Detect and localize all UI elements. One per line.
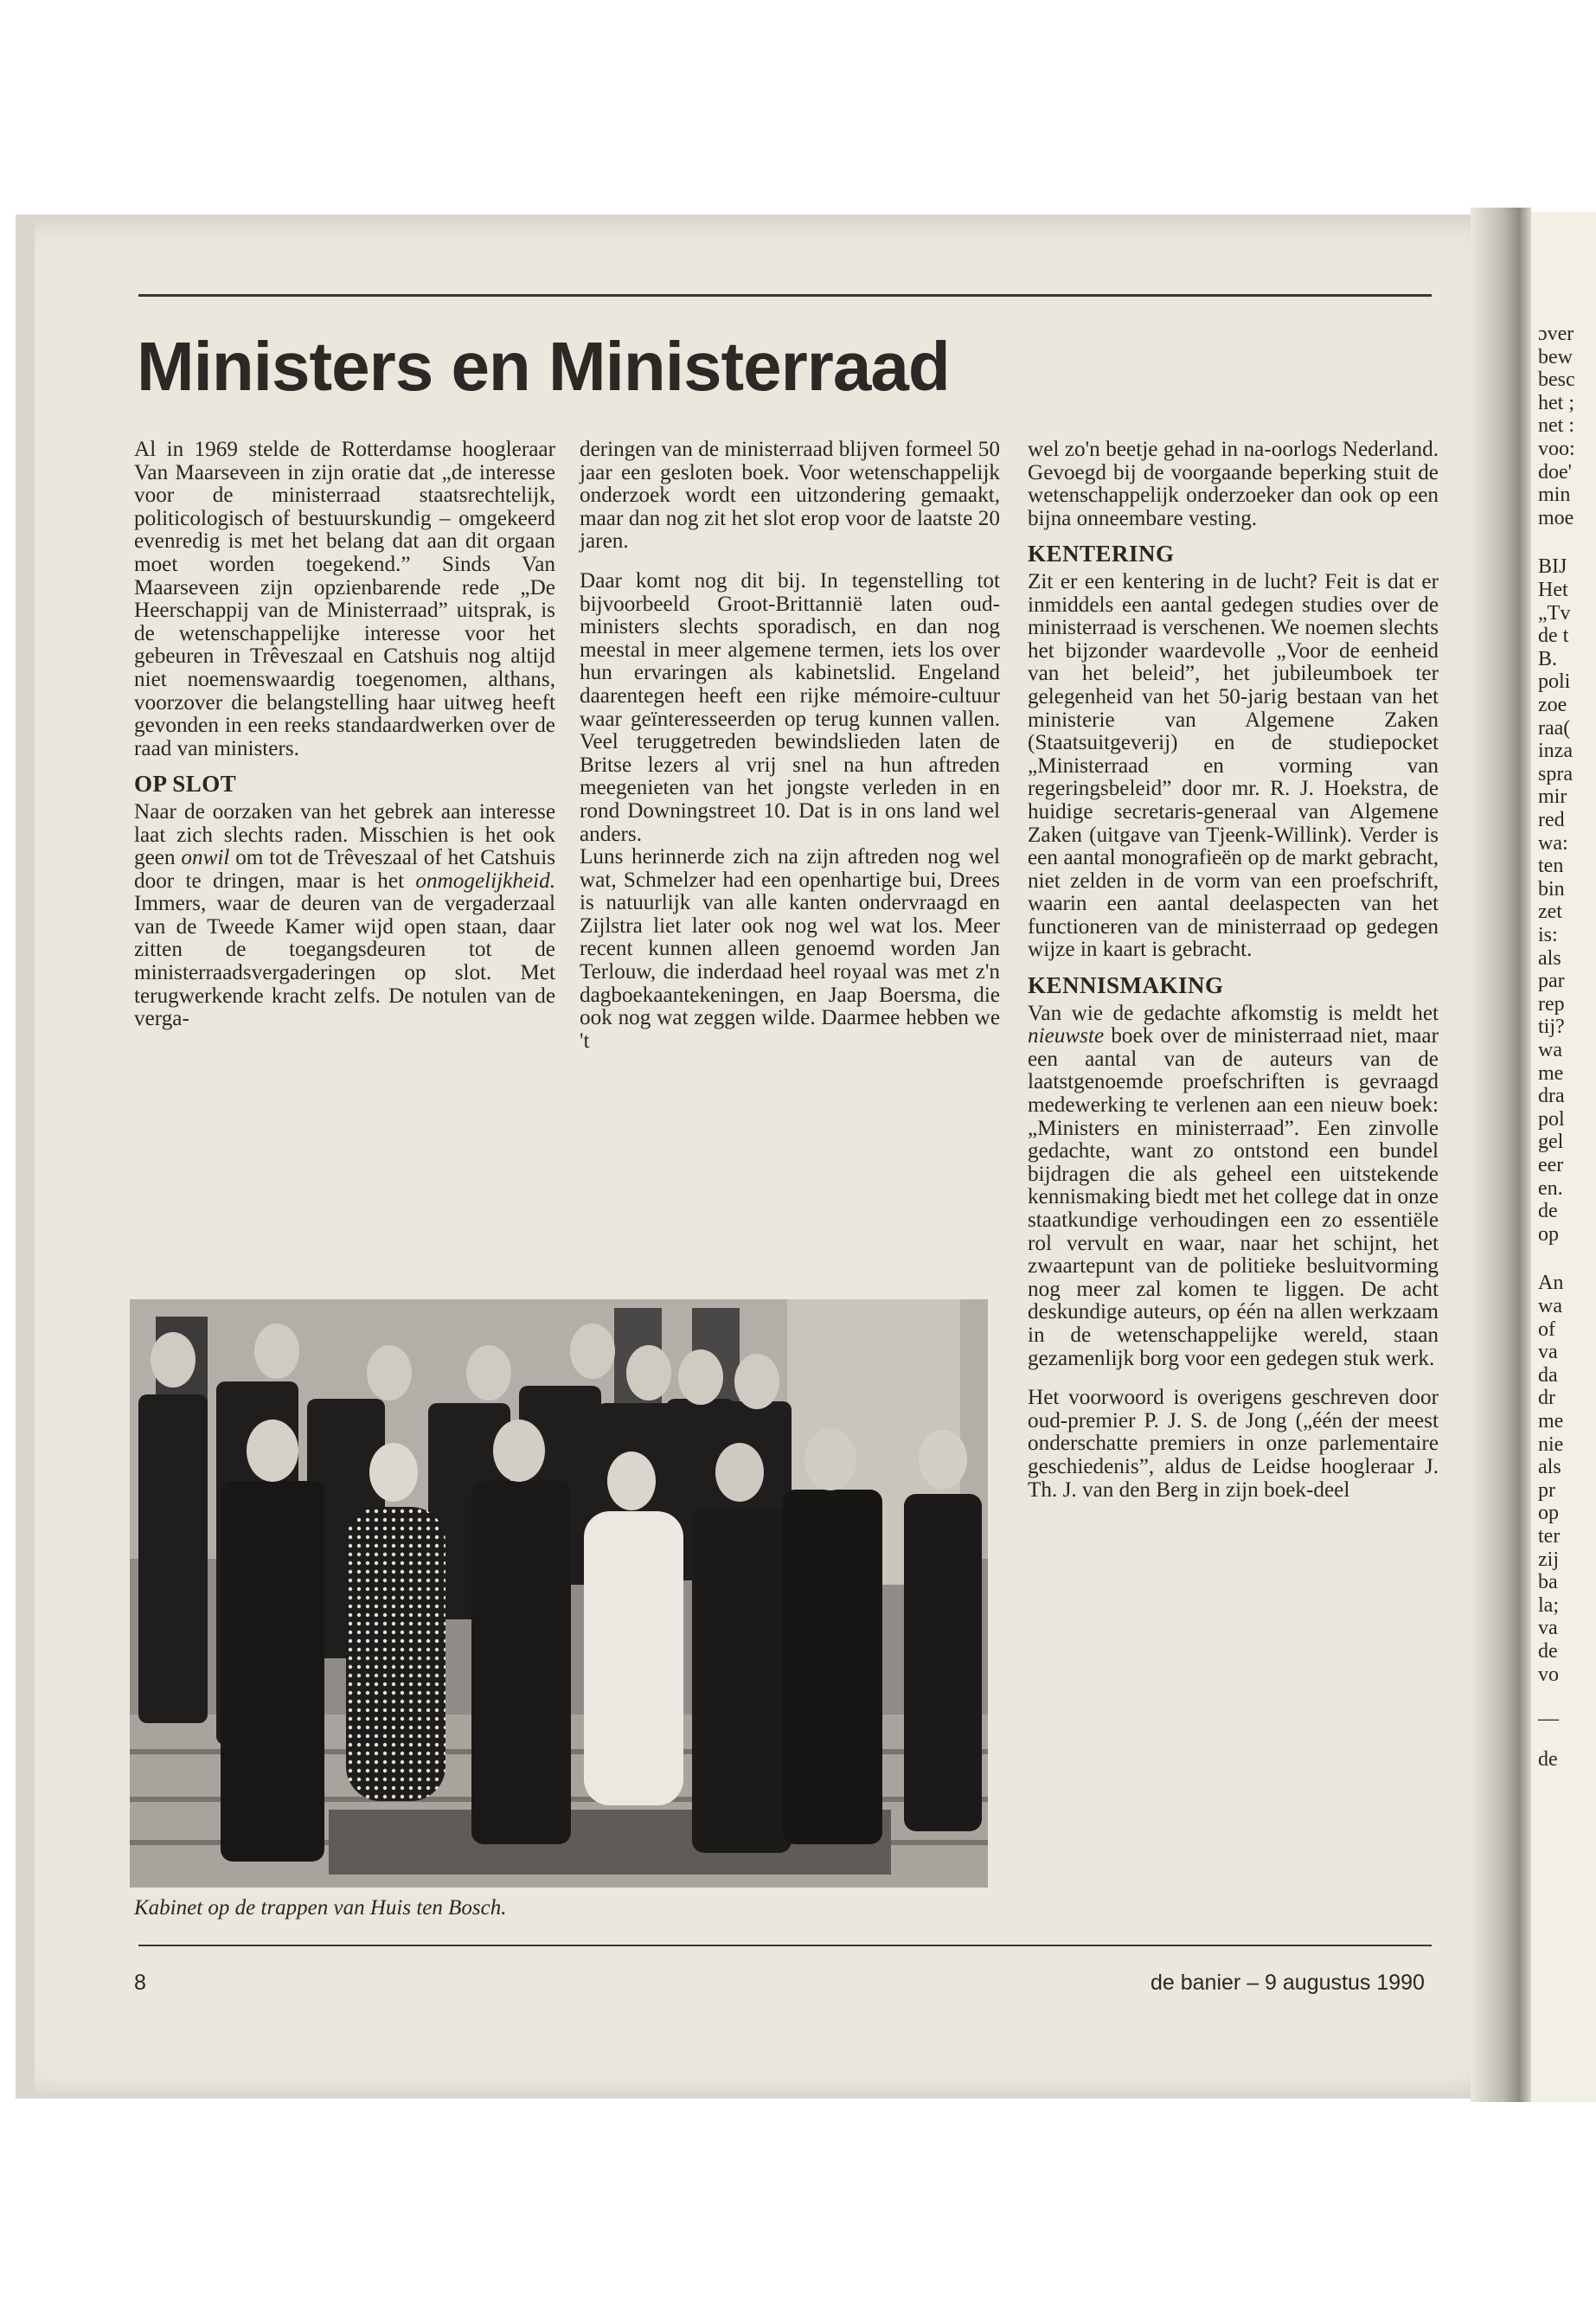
paragraph-kennismaking: Van wie de gedachte afkomstig is meldt het nieuwste boek over de ministerraad niet, maar een aantal van de auteurs van de laatstgenoemde proefschriften is gevraagd medewerking te verlenen aan een nieuw boek: „Ministers en ministerraad”. Een zinvolle gedachte, want zo ontstond een bundel bijdragen die als geheel een uitstekende kennismaking biedt met het college dat in onze staatkundige verhoudingen een zo essentiële rol vervult en waar, naar het schijnt, het zwaartepunt van de politieke besluitvorming nog meer zal komen te liggen. De acht deskundige auteurs, op één na allen werkzaam in de wetenschappelijke wereld, staan gezamenlijk borg voor een gedegen stuk werk. — [1028, 1001, 1439, 1370]
next-page-fragment: de — [1538, 1640, 1558, 1663]
next-page-fragment: — — [1538, 1708, 1559, 1731]
next-page-fragment: pol — [1538, 1107, 1565, 1131]
next-page-fragment: „Tv — [1538, 601, 1571, 625]
next-page-fragment: min — [1538, 484, 1571, 507]
bottom-rule — [138, 1945, 1432, 1946]
next-page-fragment: als — [1538, 1456, 1561, 1479]
next-page-fragment: B. — [1538, 647, 1558, 670]
next-page-fragment: raa( — [1538, 716, 1571, 740]
paragraph-memoires: Daar komt nog dit bij. In tegenstelling tot bijvoorbeeld Groot-Brittannië laten oud-ministers slechts sporadisch, en dan nog meestal in meer algemene termen, iets los over hun ervaringen als kabinetslid. Engeland daarentegen heeft een rijke mémoire-cultuur waar geïnteresseerden op terug kunnen vallen. Veel teruggetreden bewindslieden laten de Britse lezers al vrij snel na hun aftreden meegenieten van het jongste verleden in en rond Downingstreet 10. Dat is in ons land wel anders. — [580, 568, 1000, 846]
paragraph-vesting: wel zo'n beetje gehad in na-oorlogs Nederland. Gevoegd bij de voorgaande beperking stuit de wetenschappelijk onderzoeker dan ook op een bijna onneembare vesting. — [1028, 438, 1439, 530]
next-page-fragment: en. — [1538, 1176, 1563, 1200]
next-page-fragment: An — [1538, 1272, 1564, 1295]
next-page-fragment: dra — [1538, 1085, 1565, 1108]
cabinet-photo-illustration — [130, 1299, 988, 1888]
next-page-fragment: me — [1538, 1061, 1564, 1085]
next-page-fragment: of — [1538, 1317, 1555, 1341]
next-page-fragment: par — [1538, 970, 1565, 993]
next-page-fragment: gel — [1538, 1131, 1564, 1154]
next-page-fragment: zij — [1538, 1548, 1559, 1571]
next-page-fragment: va — [1538, 1617, 1558, 1640]
column-2 — [580, 439, 1000, 1053]
next-page-fragment: wa: — [1538, 831, 1568, 855]
heading-op-slot: OP SLOT — [134, 771, 237, 798]
issue-footer: de banier – 9 augustus 1990 — [1151, 1971, 1425, 1995]
page-number: 8 — [134, 1971, 146, 1995]
next-page-fragment: de t — [1538, 625, 1569, 648]
next-page-fragment: nie — [1538, 1433, 1564, 1456]
next-page-fragment: doe' — [1538, 460, 1572, 484]
photo-caption: Kabinet op de trappen van Huis ten Bosch. — [134, 1896, 507, 1920]
next-page-fragment: ba — [1538, 1571, 1558, 1594]
heading-kentering: KENTERING — [1028, 541, 1175, 567]
next-page-fragment: is: — [1538, 924, 1558, 946]
next-page-fragment: ter — [1538, 1525, 1561, 1548]
next-page-fragment: me — [1538, 1410, 1564, 1433]
next-page-fragment: wa — [1538, 1039, 1562, 1061]
article-title: Ministers en Ministerraad — [137, 328, 950, 405]
next-page-fragment: net : — [1538, 414, 1574, 438]
paragraph-notulen: deringen van de ministerraad blijven formeel 50 jaar een gesloten boek. Voor wetenschappelijk onderzoek wordt een uitzondering gemaakt, maar dan nog zit het slot erop voor de laatste 20 jaren. — [580, 438, 1000, 554]
paragraph-kentering: Zit er een kentering in de lucht? Feit is dat er inmiddels een aantal gedegen studies over de ministerraad is verschenen. We noemen slechts het bijzonder waardevolle „Voor de eenheid van het beleid”, het jubileumboek ter gelegenheid van het 50-jarig bestaan van het ministerie van Algemene Zaken (Staatsuitgeverij) en de studiepocket „Ministerraad en vorming van regeringsbeleid” door mr. R. J. Hoekstra, de huidige secretaris-generaal van Algemene Zaken (uitgave van Tjeenk-Willink). Verder is een aantal monografieën op de markt gebracht, niet zelden in de vorm van een proefschrift, waarin een aantal deelaspecten van het functioneren van de ministerraad op gedegen wijze in kaart is gebracht. — [1028, 569, 1439, 962]
next-page-fragment: la; — [1538, 1593, 1559, 1617]
paragraph-luns: Luns herinnerde zich na zijn aftreden nog wel wat, Schmelzer had een openhartige bui, Drees is natuurlijk van alle kanten ondervraagd en Zijlstra liet later ook nog wel wat los. Meer recent kunnen alleen genoemd worden Jan Terlouw, die inderdaad heel royaal was met z'n dagboekaantekeningen, en Jaap Boersma, die ook nog wat zeggen wilde. Daarmee hebben we 't — [580, 845, 1000, 1053]
next-page-fragment: op — [1538, 1502, 1559, 1525]
column-3 — [1028, 439, 1439, 1502]
next-page-fragment: mir — [1538, 785, 1567, 809]
paragraph-op-slot: Naar de oorzaken van het gebrek aan interesse laat zich slechts raden. Misschien is het ook geen onwil om tot de Trêveszaal of het Catshuis door te dringen, maar is het onmogelijkheid. Immers, waar de deuren van de vergaderzaal van de Tweede Kamer wijd open staan, daar zitten de toegangsdeuren tot de ministerraadsvergaderingen op slot. Met terugwerkende kracht zelfs. De notulen van de verga- — [134, 799, 556, 1031]
paragraph-voorwoord: Het voorwoord is overigens geschreven door oud-premier P. J. S. de Jong („één der meest onderschatte premiers in onze parlementaire geschiedenis”, aldus de Leidse hoogleraar J. Th. J. van den Berg in zijn boek-deel — [1028, 1386, 1439, 1502]
column-1 — [134, 439, 555, 1031]
next-page-fragment: bin — [1538, 877, 1565, 901]
top-rule — [138, 294, 1432, 297]
next-page-fragment: bew — [1538, 345, 1573, 369]
next-page-fragment: besc — [1538, 369, 1575, 392]
next-page-fragment: ɔver — [1538, 323, 1574, 345]
next-page-fragment: tij? — [1538, 1016, 1565, 1039]
next-page-fragment: inza — [1538, 740, 1573, 763]
cabinet-photo — [130, 1299, 988, 1888]
next-page-fragment: zoe — [1538, 694, 1567, 716]
next-page-fragment: rep — [1538, 992, 1565, 1016]
next-page-fragment: moe — [1538, 506, 1574, 529]
next-page-fragment: ten — [1538, 855, 1564, 878]
heading-kennismaking: KENNISMAKING — [1028, 972, 1224, 999]
next-page-fragment: vo — [1538, 1663, 1559, 1686]
next-page-fragment: als — [1538, 946, 1561, 970]
next-page-fragment: het ; — [1538, 391, 1574, 414]
next-page-fragment: voo: — [1538, 438, 1575, 460]
next-page-fragment: de — [1538, 1747, 1558, 1771]
next-page-fragment: eer — [1538, 1154, 1564, 1176]
next-page-fragment: dr — [1538, 1387, 1555, 1410]
next-page-fragment: Het — [1538, 579, 1568, 601]
next-page-fragment: op — [1538, 1222, 1559, 1246]
next-page-fragment: da — [1538, 1363, 1558, 1387]
next-page-fragment: spra — [1538, 762, 1573, 785]
paragraph-intro: Al in 1969 stelde de Rotterdamse hoogleraar Van Maarseveen in zijn oratie dat „de interesse voor de ministerraad staatsrechtelijk, politicologisch of bestuurskundig – omgekeerd evenredig is met het belang dat aan dit orgaan moet worden toegekend.” Sinds Van Maarseveen zijn opzienbarende rede „De Heerschappij van de Ministerraad” uitsprak, is de wetenschappelijke interesse voor het gebeuren in Trêveszaal en Catshuis nog altijd niet noemenswaardig toegenomen, althans, voorzover die belangstelling haar uitweg heeft gevonden in een reeks standaardwerken over de raad van ministers. — [134, 438, 555, 760]
next-page-fragment: BIJ — [1538, 555, 1567, 579]
next-page-fragment: red — [1538, 809, 1565, 831]
next-page-fragment: de — [1538, 1200, 1558, 1223]
next-page-fragment: zet — [1538, 901, 1562, 924]
next-page-fragment: va — [1538, 1341, 1558, 1364]
next-page-fragment: wa — [1538, 1295, 1562, 1317]
next-page-fragment: poli — [1538, 670, 1571, 694]
next-page-edge — [1531, 212, 1596, 2102]
next-page-fragment: pr — [1538, 1478, 1555, 1502]
page-gutter — [1471, 208, 1531, 2102]
